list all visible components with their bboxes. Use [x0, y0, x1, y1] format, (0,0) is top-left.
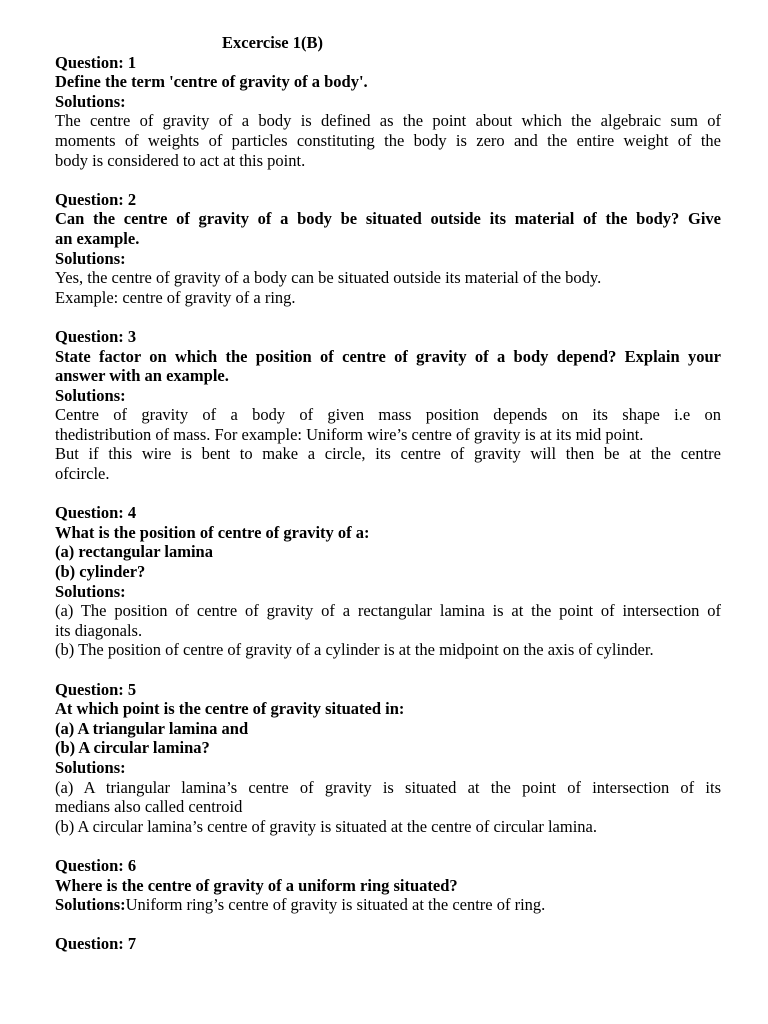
question-block-2: [55, 190, 721, 308]
answer-line: Yes, the centre of gravity of a body can be situated outside its material of the body.: [55, 268, 602, 288]
question-option: (a) rectangular lamina: [55, 542, 213, 562]
exercise-title: Excercise 1(B): [222, 33, 323, 52]
question-text: answer with an example.: [55, 366, 229, 386]
solutions-label: Solutions:: [55, 385, 126, 405]
question-text: State factor on which the position of centre of gravity of a body depend? Explain your: [55, 346, 721, 366]
question-option: (b) cylinder?: [55, 562, 146, 582]
answer-line: moments of weights of particles constituting the body is zero and the entire weight of the: [55, 130, 721, 150]
answer-line: The centre of gravity of a body is defined as the point about which the algebraic sum of: [55, 111, 721, 131]
answer-line: (b) A circular lamina’s centre of gravity is situated at the centre of circular lamina.: [55, 816, 597, 836]
question-text: Where is the centre of gravity of a uniform ring situated?: [55, 875, 458, 895]
answer-line: [55, 895, 721, 915]
question-heading: Question: 6: [55, 855, 137, 875]
question-text: Define the term 'centre of gravity of a body'.: [55, 72, 368, 92]
question-block-6: [55, 856, 721, 915]
question-block-4: [55, 503, 721, 660]
question-heading: Question: 3: [55, 326, 137, 346]
answer-line: body is considered to act at this point.: [55, 150, 306, 170]
solutions-label: Solutions:: [55, 895, 126, 915]
question-text: At which point is the centre of gravity situated in:: [55, 699, 405, 719]
question-option: (b) A circular lamina?: [55, 738, 210, 758]
question-heading: Question: 1: [55, 52, 137, 72]
answer-line: Example: centre of gravity of a ring.: [55, 287, 296, 307]
question-heading: Question: 5: [55, 679, 137, 699]
solutions-label: Solutions:: [55, 248, 126, 268]
solutions-label: Solutions:: [55, 581, 126, 601]
question-block-1: [55, 53, 721, 171]
question-text: Can the centre of gravity of a body be situated outside its material of the body? Give: [55, 209, 721, 229]
question-block-7: [55, 934, 721, 954]
solutions-label: Solutions:: [55, 757, 126, 777]
question-option: (a) A triangular lamina and: [55, 718, 249, 738]
question-heading: Question: 4: [55, 503, 137, 523]
answer-text: Uniform ring’s centre of gravity is situated at the centre of ring.: [125, 895, 546, 915]
question-heading: Question: 7: [55, 934, 137, 954]
question-text: an example.: [55, 228, 140, 248]
question-text: What is the position of centre of gravity of a:: [55, 522, 370, 542]
question-block-5: [55, 680, 721, 837]
document-page: [55, 33, 721, 974]
answer-line: (b) The position of centre of gravity of a cylinder is at the midpoint on the axis of cylinder.: [55, 640, 654, 660]
answer-line: medians also called centroid: [55, 797, 243, 817]
answer-line: But if this wire is bent to make a circle, its centre of gravity will then be at the centre: [55, 444, 721, 464]
answer-line: ofcircle.: [55, 464, 110, 484]
solutions-label: Solutions:: [55, 91, 126, 111]
answer-line: (a) The position of centre of gravity of a rectangular lamina is at the point of intersection of: [55, 601, 721, 621]
answer-line: (a) A triangular lamina’s centre of gravity is situated at the point of intersection of its: [55, 777, 721, 797]
question-heading: Question: 2: [55, 189, 137, 209]
question-block-3: [55, 327, 721, 484]
answer-line: its diagonals.: [55, 620, 143, 640]
answer-line: Centre of gravity of a body of given mass position depends on its shape i.e on: [55, 405, 721, 425]
answer-line: thedistribution of mass. For example: Uniform wire’s centre of gravity is at its mid point.: [55, 424, 644, 444]
